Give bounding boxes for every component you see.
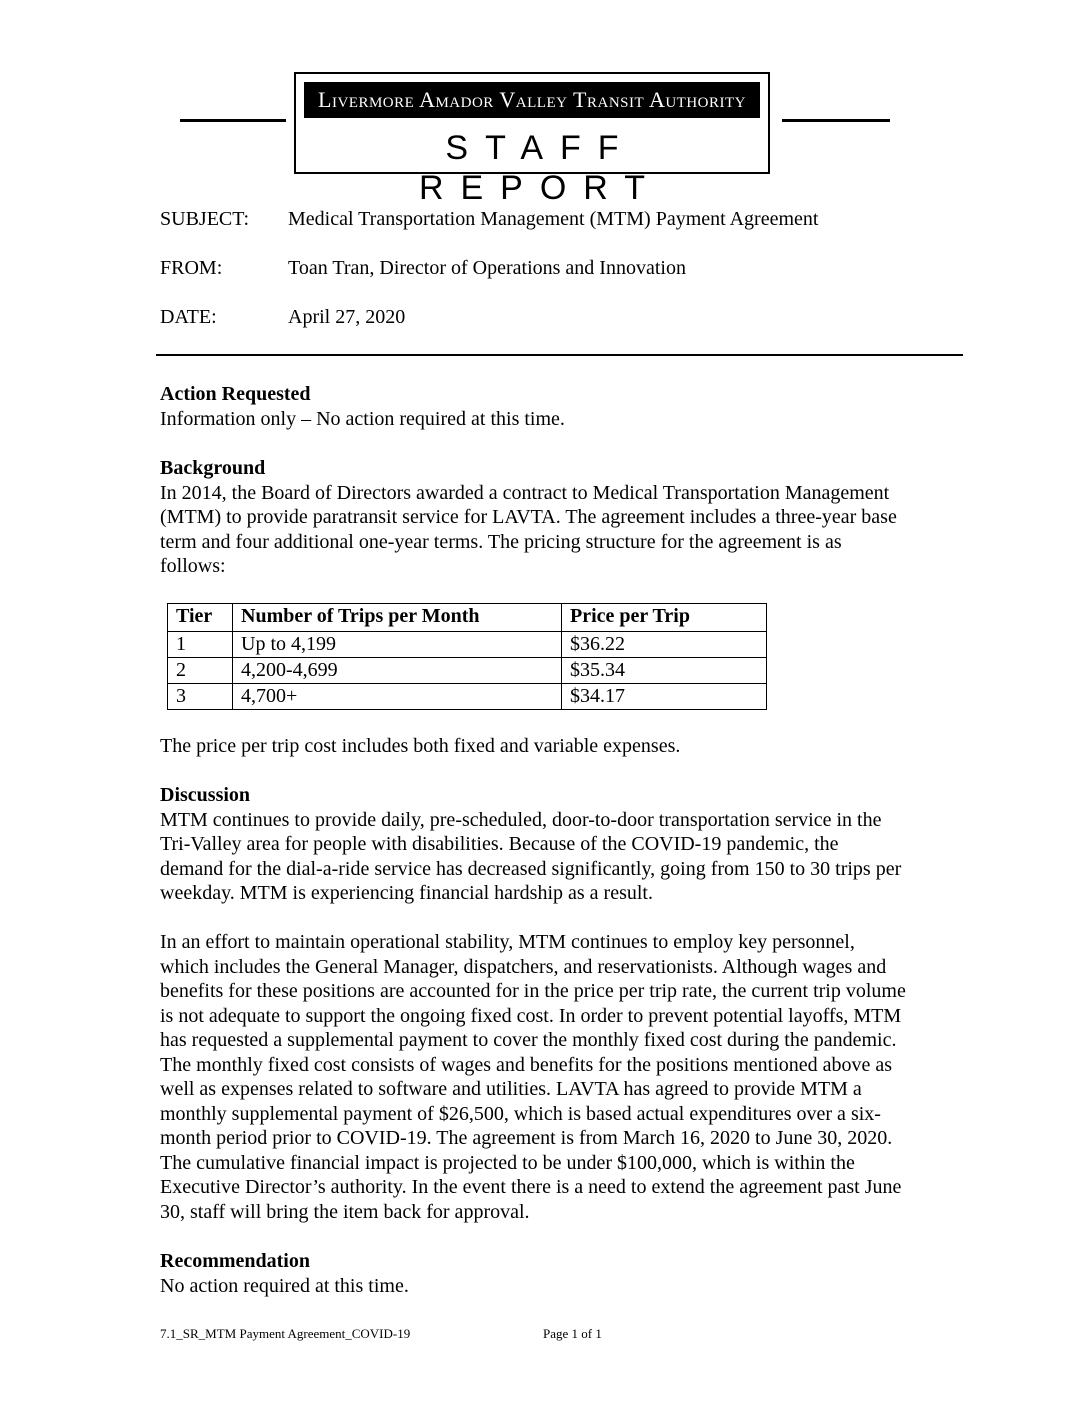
section-heading: Background: [160, 457, 266, 479]
table-cell: 1: [168, 632, 233, 658]
section-heading: Recommendation: [160, 1250, 310, 1272]
paragraph-line: is not adequate to support the ongoing fixed cost. In order to prevent potential layoffs, MTM: [160, 1004, 902, 1027]
paragraph-line: In 2014, the Board of Directors awarded a contract to Medical Transportation Management: [160, 481, 890, 504]
pricing-table: [167, 603, 767, 710]
date-value: April 27, 2020: [288, 306, 406, 328]
paragraph-line: month period prior to COVID-19. The agreement is from March 16, 2020 to June 30, 2020.: [160, 1127, 893, 1149]
discussion-paragraph-2: [160, 930, 970, 1224]
table-cell: 4,200-4,699: [233, 658, 562, 684]
paragraph-line: which includes the General Manager, dispatchers, and reservationists. Although wages and: [160, 955, 887, 978]
table-cell: 2: [168, 658, 233, 684]
masthead-rule-left: [180, 119, 286, 122]
paragraph: Information only – No action required at this time.: [160, 407, 565, 430]
table-row: [168, 632, 767, 658]
paragraph-line: well as expenses related to software and utilities. LAVTA has agreed to provide MTM a: [160, 1078, 862, 1100]
table-cell: $35.34: [562, 658, 767, 684]
footer-filename: 7.1_SR_MTM Payment Agreement_COVID-19: [160, 1326, 411, 1341]
column-header: Number of Trips per Month: [233, 604, 562, 632]
column-header: Tier: [168, 604, 233, 632]
paragraph-line: follows:: [160, 555, 226, 577]
paragraph-line: monthly supplemental payment of $26,500, which is based actual expenditures over a six-: [160, 1102, 881, 1125]
org-name: Livermore Amador Valley Transit Authority: [304, 82, 760, 118]
subject-value: Medical Transportation Management (MTM) Payment Agreement: [288, 208, 819, 230]
paragraph-line: (MTM) to provide paratransit service for LAVTA. The agreement includes a three-year base: [160, 506, 897, 528]
paragraph: No action required at this time.: [160, 1274, 409, 1297]
section-heading: Action Requested: [160, 383, 311, 405]
date-label: DATE:: [160, 306, 217, 328]
table-cell: 4,700+: [233, 684, 562, 710]
paragraph-line: The cumulative financial impact is projected to be under $100,000, which is within the: [160, 1151, 855, 1174]
table-cell: $36.22: [562, 632, 767, 658]
column-header: Price per Trip: [562, 604, 767, 632]
table-cell: $34.17: [562, 684, 767, 710]
masthead-rule-right: [782, 119, 890, 122]
background-section: [160, 456, 970, 579]
masthead: [294, 72, 770, 207]
paragraph-line: MTM continues to provide daily, pre-scheduled, door-to-door transportation service in the: [160, 808, 882, 831]
subject-label: SUBJECT:: [160, 208, 250, 230]
action-requested-section: [160, 382, 970, 431]
header-divider: [156, 354, 963, 356]
recommendation-section: [160, 1249, 970, 1298]
paragraph-line: demand for the dial-a-ride service has decreased significantly, going from 150 to 30 trips per: [160, 857, 902, 880]
paragraph-line: weekday. MTM is experiencing financial hardship as a result.: [160, 882, 653, 904]
paragraph-line: Executive Director’s authority. In the event there is a need to extend the agreement past June: [160, 1176, 902, 1198]
table-cell: Up to 4,199: [233, 632, 562, 658]
table-row: [168, 684, 767, 710]
discussion-section: [160, 783, 970, 906]
paragraph-line: has requested a supplemental payment to cover the monthly fixed cost during the pandemic.: [160, 1029, 897, 1051]
paragraph-line: benefits for these positions are accounted for in the price per trip rate, the current trip volume: [160, 980, 906, 1002]
table-row: [168, 658, 767, 684]
paragraph-line: The monthly fixed cost consists of wages and benefits for the positions mentioned above as: [160, 1053, 893, 1076]
paragraph-line: In an effort to maintain operational stability, MTM continues to employ key personnel,: [160, 931, 855, 953]
paragraph-line: term and four additional one-year terms. The pricing structure for the agreement is as: [160, 530, 842, 553]
table-cell: 3: [168, 684, 233, 710]
footer-page-number: Page 1 of 1: [543, 1326, 602, 1341]
price-note: The price per trip cost includes both fixed and variable expenses.: [160, 735, 681, 757]
from-label: FROM:: [160, 257, 223, 279]
section-heading: Discussion: [160, 784, 251, 806]
from-value: Toan Tran, Director of Operations and Innovation: [288, 257, 686, 279]
paragraph-line: 30, staff will bring the item back for approval.: [160, 1200, 530, 1223]
table-header-row: [168, 604, 767, 632]
report-title: STAFF REPORT: [418, 129, 663, 207]
paragraph-line: Tri-Valley area for people with disabilities. Because of the COVID-19 pandemic, the: [160, 833, 839, 855]
